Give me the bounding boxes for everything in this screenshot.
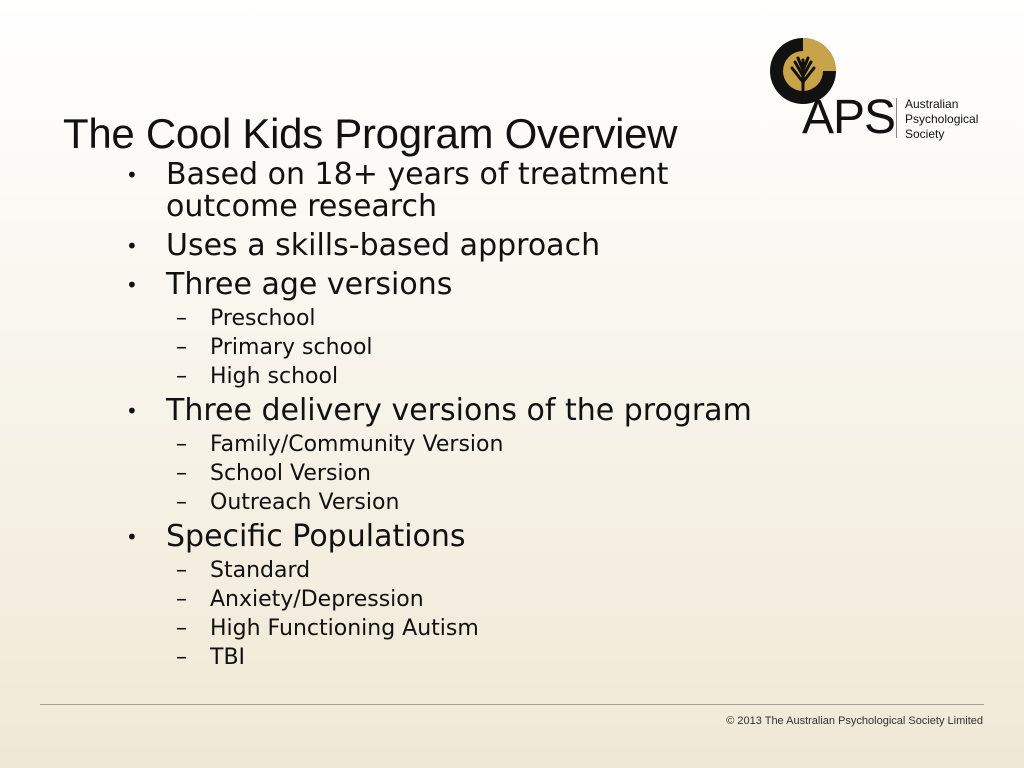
sub-item-text: High school — [210, 364, 339, 389]
logo-name-line: Australian — [905, 97, 959, 111]
dash-marker: – — [176, 461, 187, 486]
sub-list — [124, 304, 844, 391]
sub-item — [124, 556, 844, 585]
footer-divider — [40, 704, 984, 705]
sub-item — [124, 362, 844, 391]
bullet-item — [124, 230, 844, 262]
bullet-text: Specific Populations — [166, 519, 466, 554]
bullet-marker: • — [126, 525, 138, 549]
dash-marker: – — [176, 364, 187, 389]
bullet-marker: • — [126, 399, 138, 423]
bullet-text — [166, 159, 844, 223]
slide-title: The Cool Kids Program Overview — [63, 110, 678, 157]
bullet-text: Three delivery versions of the program — [166, 393, 752, 428]
sub-item-text: TBI — [210, 645, 246, 670]
sub-item-text: Family/Community Version — [210, 432, 504, 457]
dash-marker: – — [176, 645, 187, 670]
sub-item — [124, 430, 844, 459]
logo-organisation-name — [905, 97, 978, 142]
sub-list — [124, 430, 844, 517]
aps-logo — [768, 38, 998, 144]
sub-item — [124, 488, 844, 517]
logo-name-line: Society — [905, 127, 945, 141]
sub-list — [124, 556, 844, 672]
sub-item-text: School Version — [210, 461, 371, 486]
sub-item-text: Outreach Version — [210, 490, 400, 515]
logo-name-line: Psychological — [905, 112, 979, 126]
dash-marker: – — [176, 306, 187, 331]
bullet-marker: • — [126, 234, 138, 258]
dash-marker: – — [176, 490, 187, 515]
dash-marker: – — [176, 335, 187, 360]
dash-marker: – — [176, 558, 187, 583]
bullet-marker: • — [126, 273, 138, 297]
sub-item — [124, 643, 844, 672]
bullet-marker: • — [126, 163, 138, 187]
bullet-text: Uses a skills-based approach — [166, 228, 601, 263]
dash-marker: – — [176, 432, 187, 457]
sub-item — [124, 459, 844, 488]
sub-item-text: Primary school — [210, 335, 373, 360]
copyright-notice: © 2013 The Australian Psychological Society Limited — [726, 715, 983, 727]
bullet-item — [124, 159, 844, 223]
sub-item — [124, 304, 844, 333]
bullet-text-line: Based on 18+ years of treatment — [166, 157, 669, 192]
sub-item-text: Preschool — [210, 306, 316, 331]
sub-item — [124, 333, 844, 362]
sub-item — [124, 614, 844, 643]
dash-marker: – — [176, 616, 187, 641]
bullet-list — [124, 159, 844, 676]
bullet-text: Three age versions — [166, 267, 453, 302]
sub-item-text: Standard — [210, 558, 311, 583]
bullet-text-line: outcome research — [166, 189, 437, 224]
bullet-item — [124, 521, 844, 553]
sub-item — [124, 585, 844, 614]
sub-item-text: Anxiety/Depression — [210, 587, 424, 612]
bullet-item — [124, 395, 844, 427]
sub-item-text: High Functioning Autism — [210, 616, 479, 641]
logo-divider — [896, 98, 897, 138]
logo-abbreviation: APS — [802, 91, 896, 144]
bullet-item — [124, 269, 844, 301]
dash-marker: – — [176, 587, 187, 612]
